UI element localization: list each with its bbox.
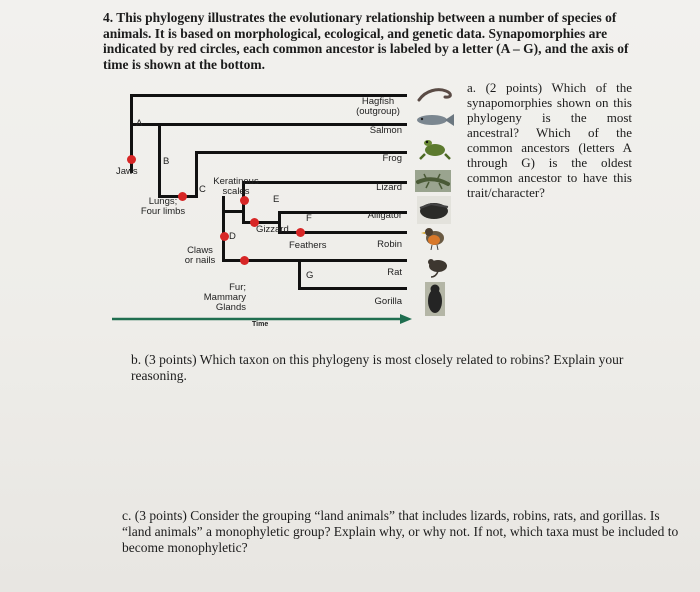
synapomorphy-keratinous-scales-node bbox=[240, 196, 249, 205]
taxon-label-alligator: Alligator bbox=[367, 210, 402, 221]
ancestor-label-d: D bbox=[229, 231, 236, 242]
ancestor-label-c: C bbox=[199, 184, 206, 195]
synapomorphy-fur-node bbox=[240, 256, 249, 265]
trait-label-feathers: Feathers bbox=[289, 240, 327, 251]
synapomorphy-feathers-node bbox=[296, 228, 305, 237]
trait-label-claws-line: Claws bbox=[187, 245, 213, 256]
robin-icon bbox=[420, 224, 450, 250]
trait-label-lungs-line: Lungs; bbox=[148, 196, 178, 207]
lizard-icon bbox=[415, 170, 451, 192]
gorilla-icon bbox=[425, 282, 445, 316]
salmon-icon bbox=[413, 112, 455, 128]
ancestor-label-g: G bbox=[306, 270, 314, 281]
taxon-label-rat: Rat bbox=[387, 267, 402, 278]
trait-label-nails-line: or nails bbox=[184, 255, 216, 266]
trait-label-limbs-line: Four limbs bbox=[140, 206, 186, 217]
synapomorphy-claws-node bbox=[220, 232, 229, 241]
trait-label-keratinous-line: Keratinous bbox=[213, 176, 259, 187]
frog-icon bbox=[419, 136, 451, 160]
synapomorphy-jaws-node bbox=[127, 155, 136, 164]
ancestor-label-b: B bbox=[163, 156, 170, 167]
branch-line bbox=[195, 151, 198, 197]
time-axis-label: Time bbox=[252, 321, 269, 328]
alligator-icon bbox=[417, 196, 451, 224]
ancestor-label-e: E bbox=[273, 194, 280, 205]
trait-label-lungs bbox=[135, 197, 191, 217]
ancestor-label-f: F bbox=[306, 213, 312, 224]
hagfish-icon bbox=[416, 84, 456, 104]
trait-label-glands-line: Glands bbox=[215, 302, 246, 313]
ancestor-label-a: A bbox=[136, 118, 143, 129]
branch-line bbox=[298, 259, 301, 289]
taxon-label-robin: Robin bbox=[377, 239, 402, 250]
trait-label-scales-line: scales bbox=[222, 186, 250, 197]
taxon-label-salmon: Salmon bbox=[369, 125, 402, 136]
question-part-a: a. (2 points) Which of the synapomorphies shown on this phylogeny is the most ancestral? Which of the common ancestors (letters A through G) is the oldest common ancestor to have this trait/character? bbox=[467, 80, 632, 200]
taxon-label-frog: Frog bbox=[382, 153, 402, 164]
branch-line bbox=[222, 259, 300, 262]
branch-line bbox=[222, 210, 245, 213]
taxon-hagfish-name: Hagfish bbox=[361, 96, 395, 107]
trait-label-fur-line: Fur; bbox=[229, 282, 246, 293]
question-part-c: c. (3 points) Consider the grouping “land animals” that includes lizards, robins, rats, and gorillas. Is “land animals” a monophyletic group? Explain why, or why not. If not, which taxa must be included to become monophyletic? bbox=[122, 508, 679, 555]
trait-label-mammary-line: Mammary bbox=[203, 292, 246, 303]
branch-line bbox=[298, 259, 407, 262]
rat-icon bbox=[423, 256, 451, 278]
taxon-outgroup-note: (outgroup) bbox=[356, 106, 400, 117]
trait-label-gizzard: Gizzard bbox=[256, 224, 289, 235]
trait-label-jaws: Jaws bbox=[116, 166, 138, 177]
branch-line bbox=[298, 287, 407, 290]
branch-line bbox=[158, 123, 161, 197]
trait-label-fur bbox=[196, 283, 246, 313]
question-intro: 4. This phylogeny illustrates the evolutionary relationship between a number of species of animals. It is based on morphological, ecological, and genetic data. Synapomorphies are indicated by red circles, each common ancestor is labeled by a letter (A – G), and the axis of time is shown at the bottom. bbox=[103, 10, 629, 72]
question-part-b: b. (3 points) Which taxon on this phylogeny is most closely related to robins? Explain your reasoning. bbox=[131, 352, 624, 383]
taxon-label-lizard: Lizard bbox=[376, 182, 402, 193]
trait-label-keratinous bbox=[206, 177, 266, 197]
taxon-label-hagfish bbox=[350, 97, 406, 117]
trait-label-claws bbox=[176, 246, 224, 266]
taxon-label-gorilla: Gorilla bbox=[374, 296, 402, 307]
